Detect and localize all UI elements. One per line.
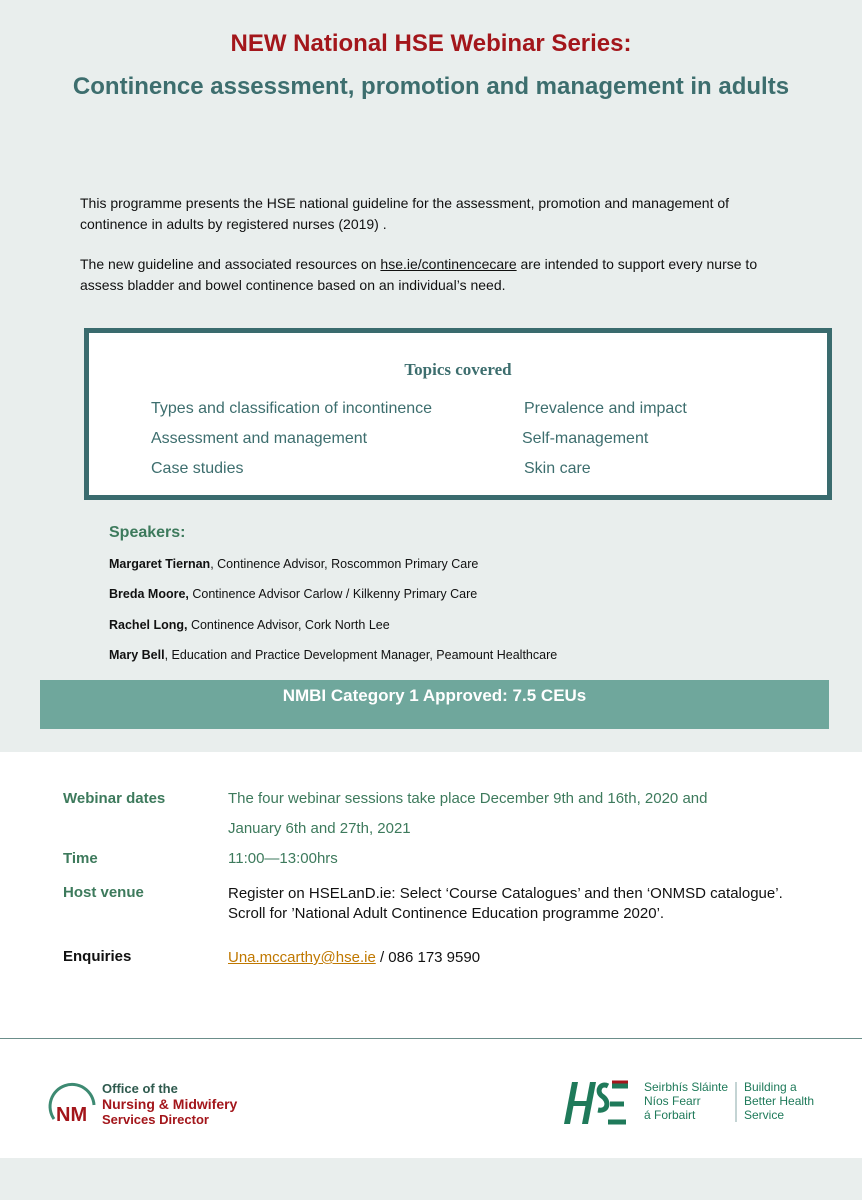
topic-item: Case studies	[151, 460, 244, 477]
speaker-entry	[109, 618, 390, 632]
accreditation-text: NMBI Category 1 Approved: 7.5 CEUs	[282, 686, 587, 705]
speaker-name: Breda Moore,	[109, 587, 189, 601]
hse-logo	[562, 1074, 832, 1134]
dates-line-1: The four webinar sessions take place December 9th and 16th, 2020 and	[228, 790, 708, 807]
hse-irish-line-3: á Forbairt	[644, 1108, 696, 1122]
topic-item: Skin care	[524, 460, 591, 477]
onmsd-logo	[44, 1075, 274, 1135]
page-title: NEW National HSE Webinar Series:	[230, 30, 632, 57]
onmsd-line-3: Services Director	[102, 1112, 209, 1127]
onmsd-line-1: Office of the	[102, 1081, 178, 1096]
hse-eng-line-1: Building a	[744, 1080, 797, 1094]
hse-eng-line-2: Better Health	[744, 1094, 815, 1108]
intro-paragraph-1: This programme presents the HSE national guideline for the assessment, promotion and management of continence in adults by registered nurses (2019) .	[80, 195, 730, 232]
speaker-entry	[109, 557, 478, 571]
speaker-role: Continence Advisor Carlow / Kilkenny Primary Care	[188, 587, 478, 601]
topic-item: Prevalence and impact	[524, 400, 687, 417]
time-label: Time	[63, 850, 98, 867]
topic-item: Types and classification of incontinence	[151, 400, 433, 417]
venue-line-2: Scroll for ’National Adult Continence Education programme 2020’.	[228, 905, 665, 922]
speaker-entry	[109, 587, 477, 601]
footer-band	[0, 1158, 862, 1200]
host-venue-label: Host venue	[63, 884, 144, 901]
enquiries-value	[228, 948, 828, 968]
intro-paragraph-2	[80, 254, 800, 296]
venue-line-1: Register on HSELanD.ie: Select ‘Course Catalogues’ and then ‘ONMSD catalogue’.	[228, 885, 783, 902]
speaker-role: , Continence Advisor, Roscommon Primary Care	[210, 557, 479, 571]
hse-eng-line-3: Service	[744, 1108, 785, 1122]
footer-divider	[0, 1038, 862, 1039]
continencecare-link[interactable]: hse.ie/continencecare	[380, 256, 517, 272]
onmsd-letters: NM	[56, 1104, 88, 1126]
topics-box	[84, 328, 832, 500]
intro-text-before: The new guideline and associated resources on	[80, 256, 381, 272]
speaker-entry	[109, 648, 557, 662]
enquiries-phone: / 086 173 9590	[375, 949, 481, 966]
intro-text-after: are intended to support every nurse to assess bladder and bowel continence based on an individual’s need.	[80, 256, 758, 293]
topic-item: Self-management	[522, 430, 649, 447]
speaker-name: Rachel Long,	[109, 618, 188, 632]
accreditation-banner	[40, 680, 829, 729]
topics-heading: Topics covered	[404, 360, 512, 379]
host-venue-value	[228, 884, 828, 924]
page-subtitle: Continence assessment, promotion and management in adults	[72, 73, 790, 100]
hse-irish-line-2: Níos Fearr	[644, 1094, 701, 1108]
speaker-role: , Education and Practice Development Manager, Peamount Healthcare	[164, 648, 558, 662]
speaker-role: Continence Advisor, Cork North Lee	[187, 618, 390, 632]
enquiries-label: Enquiries	[63, 948, 132, 965]
enquiries-email-link[interactable]: Una.mccarthy@hse.ie	[228, 949, 376, 966]
webinar-dates-label: Webinar dates	[63, 790, 166, 807]
hse-mark-icon	[564, 1082, 628, 1124]
dates-line-2: January 6th and 27th, 2021	[228, 820, 411, 837]
webinar-dates-value	[228, 784, 828, 844]
speaker-name: Margaret Tiernan	[109, 557, 211, 571]
time-value: 11:00—13:00hrs	[228, 850, 338, 867]
onmsd-line-2: Nursing & Midwifery	[102, 1096, 238, 1112]
speakers-heading: Speakers:	[109, 524, 186, 541]
hse-irish-line-1: Seirbhís Sláinte	[644, 1080, 729, 1094]
topic-item: Assessment and management	[151, 430, 368, 447]
speaker-name: Mary Bell	[109, 648, 165, 662]
